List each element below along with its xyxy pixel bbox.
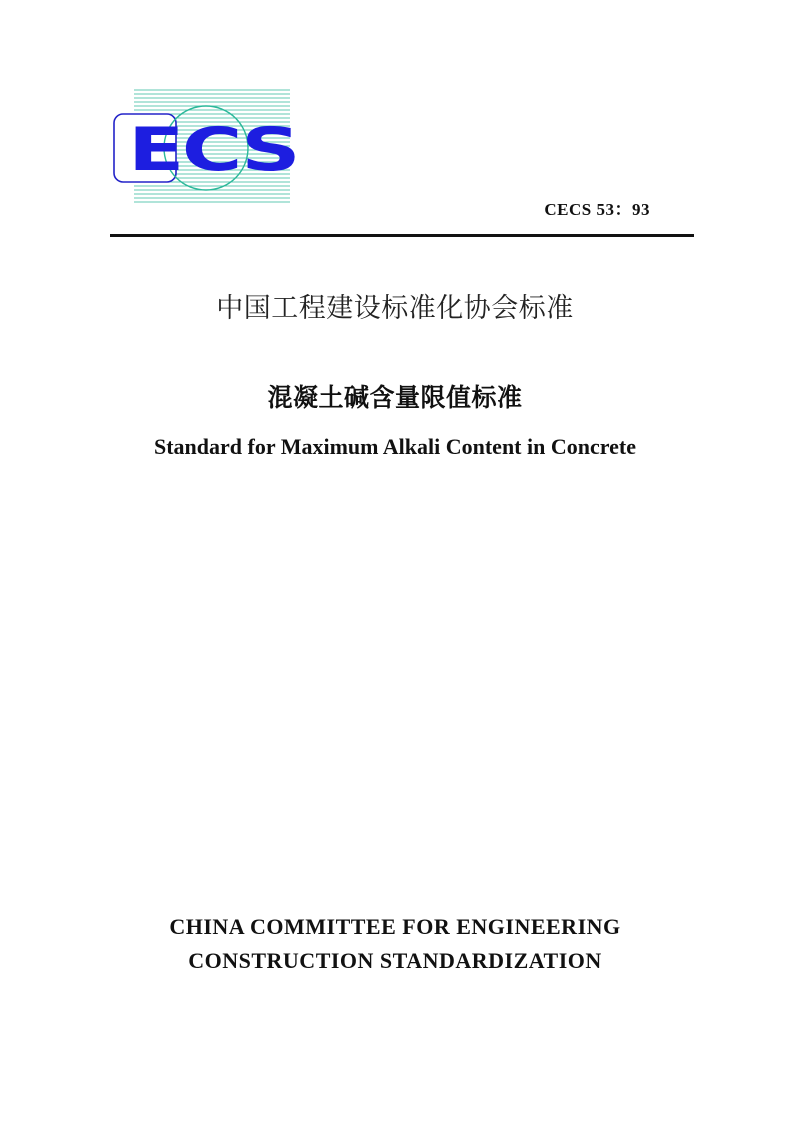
committee-line-2: CONSTRUCTION STANDARDIZATION [188,948,602,973]
committee-line-1: CHINA COMMITTEE FOR ENGINEERING [169,914,621,939]
logo-text: ECS [128,115,298,185]
header-divider [110,234,694,237]
committee-name [0,910,790,978]
ecs-logo [110,88,310,206]
document-title-cn: 混凝土碱含量限值标准 [267,383,523,412]
organization-name-cn: 中国工程建设标准化协会标准 [216,293,574,324]
document-title-en: Standard for Maximum Alkali Content in Concrete [154,434,636,459]
standard-code: CECS 53：93 [544,200,650,219]
